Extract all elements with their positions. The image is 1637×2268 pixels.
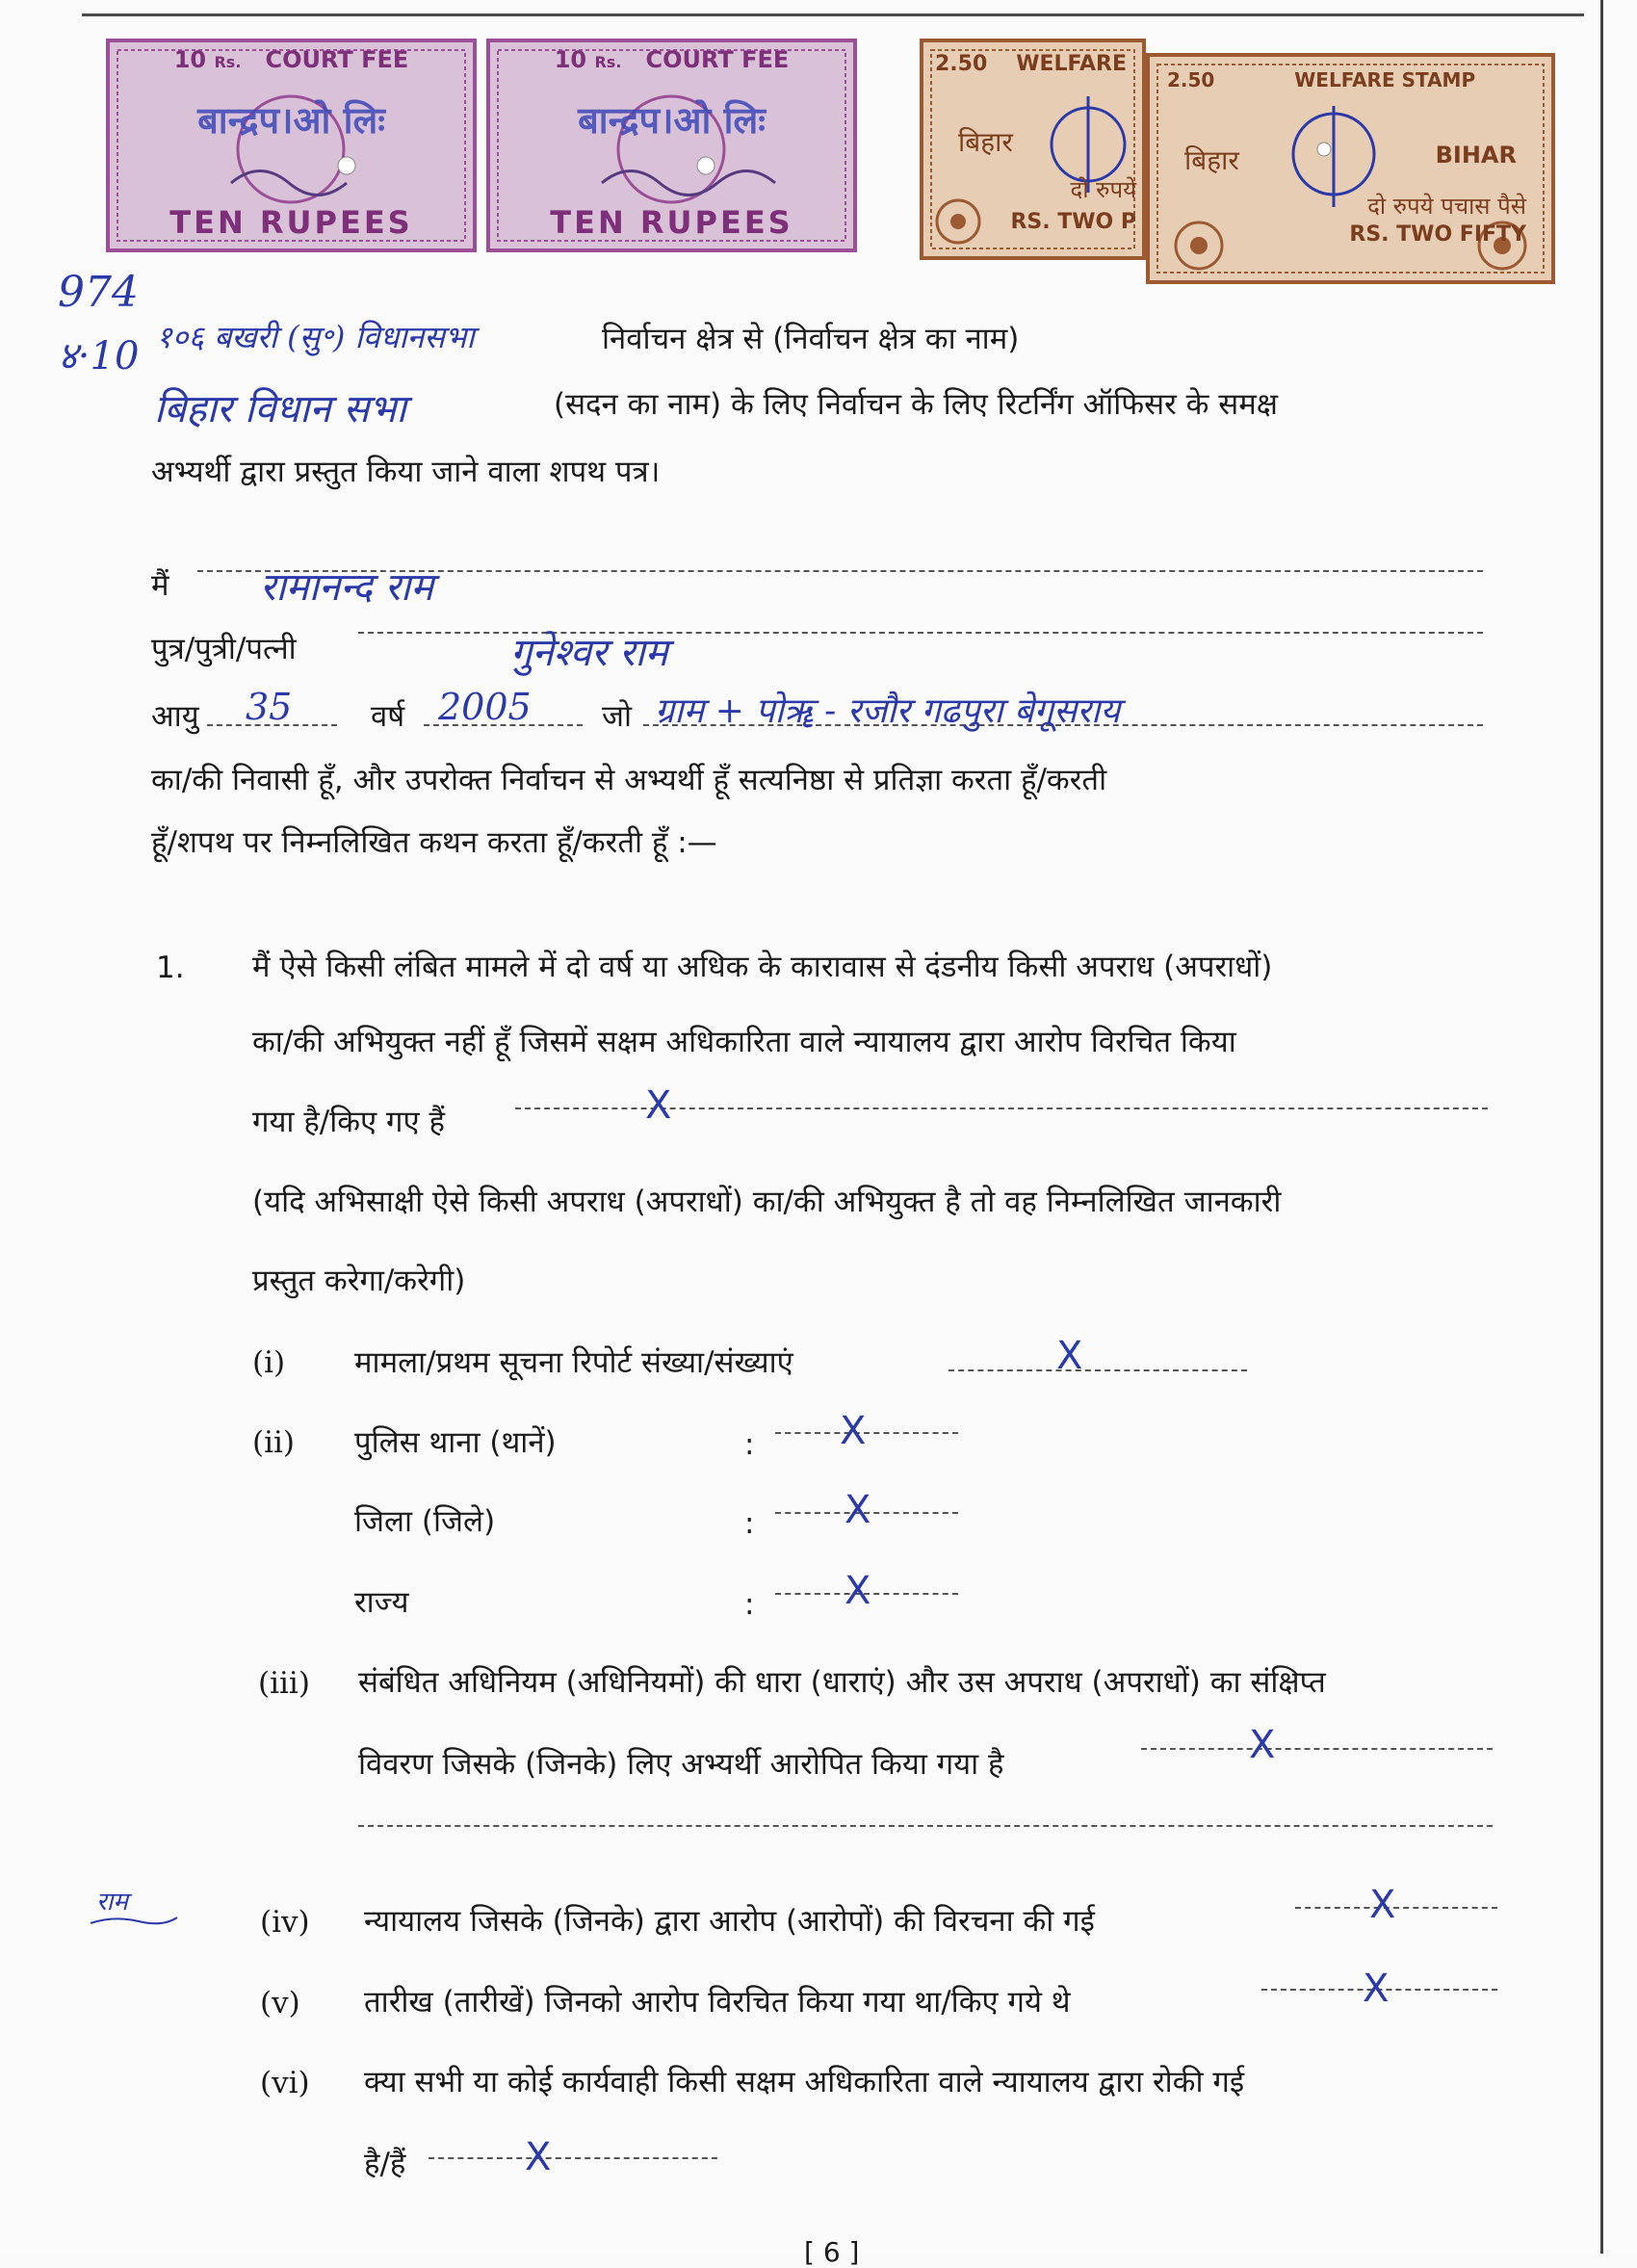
page-number: [ 6 ] (804, 2236, 860, 2268)
stamp-amount-hindi: दो रुपये पचास पैसे (1367, 193, 1526, 220)
cross-mark: X (840, 1409, 867, 1453)
initials-underline (89, 1912, 180, 1931)
stamp-currency: Rs. (594, 53, 622, 71)
cross-mark: X (1249, 1723, 1276, 1767)
jo-label: जो (602, 699, 633, 734)
item-i-answer-line (948, 1369, 1247, 1371)
cross-mark: X (844, 1488, 871, 1532)
item-iii-answer-line (1141, 1748, 1493, 1750)
item-iii-line-2: विवरण जिसके (जिनके) लिए अभ्यर्थी आरोपित किया गया है (358, 1747, 1004, 1782)
item-ii-district-label: जिला (जिले) (354, 1504, 496, 1539)
item-iv-label: न्यायालय जिसके (जिनके) द्वारा आरोप (आरोपों) की विरचना की गई (364, 1904, 1095, 1939)
age-handwritten: 35 (246, 686, 293, 728)
stamp-value: 10 (173, 46, 207, 73)
margin-note-number: 974 (58, 268, 139, 317)
stamp-state-en: BIHAR (1435, 142, 1517, 169)
declarant-label: मैं (151, 568, 169, 603)
clause-1-line-1: मैं ऐसे किसी लंबित मामले में दो वर्ष या अधिक के कारावास से दंडनीय किसी अपराध (अपराधों) (252, 950, 1273, 984)
welfare-stamp (920, 39, 1146, 260)
cross-mark: X (844, 1569, 871, 1613)
cross-mark: X (1056, 1334, 1083, 1378)
stamp-value: 10 (554, 46, 587, 73)
stamp-value: 2.50 (935, 52, 988, 76)
stamp-top-text: WELFARE STAMP (1294, 68, 1476, 91)
item-iii-number: (iii) (258, 1666, 310, 1701)
cross-mark: X (1369, 1883, 1396, 1927)
item-vi-answer-line (429, 2157, 717, 2159)
stamp-state: बिहार (958, 126, 1013, 158)
constituency-name-handwritten: १०६ बखरी (सु॰) विधानसभा (156, 319, 475, 355)
court-fee-stamp (106, 39, 477, 252)
paper-right-edge (1600, 0, 1603, 2254)
item-ii-state-label: राज्य (354, 1585, 409, 1620)
house-name-handwritten: बिहार विधान सभा (154, 387, 406, 431)
stamp-top-text: WELFARE (1016, 52, 1127, 76)
item-iv-answer-line (1295, 1907, 1497, 1909)
item-v-label: तारीख (तारीखें) जिनको आरोप विरचित किया गया था/किए गये थे (364, 1985, 1071, 2020)
item-vi-line-2: है/हैं (364, 2147, 406, 2181)
declarant-name-handwritten: रामानन्द राम (260, 565, 434, 610)
cross-mark: X (645, 1083, 672, 1128)
stamp-state: बिहार (1184, 144, 1239, 176)
item-vi-line-1: क्या सभी या कोई कार्यवाही किसी सक्षम अधिकारिता वाले न्यायालय द्वारा रोकी गई (364, 2065, 1245, 2099)
oath-line: हूँ/शपथ पर निम्नलिखित कथन करता हूँ/करती हूँ :— (151, 825, 717, 860)
item-iv-number: (iv) (260, 1905, 310, 1940)
stamp-currency: Rs. (214, 53, 242, 71)
intro-line-3: अभ्यर्थी द्वारा प्रस्तुत किया जाने वाला शपथ पत्र। (151, 455, 661, 489)
item-v-number: (v) (260, 1986, 300, 2020)
item-ii-police-label: पुलिस थाना (थानें) (354, 1425, 557, 1460)
stamp-overprint: बान्द्रप।ओ लिः (578, 99, 766, 142)
stamp-bottom-text: TEN RUPEES (169, 204, 413, 241)
paper-top-edge (82, 13, 1584, 16)
clause-1-line-4: (यदि अभिसाक्षी ऐसे किसी अपराध (अपराधों) का/की अभियुक्त है तो वह निम्नलिखित जानकारी (252, 1185, 1282, 1219)
item-iii-line-1: संबंधित अधिनियम (अधिनियमों) की धारा (धाराएं) और उस अपराध (अपराधों) का संक्षिप्त (358, 1665, 1326, 1700)
intro-line-1: निर्वाचन क्षेत्र से (निर्वाचन क्षेत्र का नाम) (602, 322, 1020, 356)
stamp-top-text: COURT FEE (265, 46, 409, 73)
margin-initials-handwritten: राम (96, 1888, 128, 1916)
stamp-overprint: बान्द्रप।ओ लिः (197, 99, 385, 142)
item-ii-state-colon: : (744, 1587, 755, 1622)
clause-1-line-5: प्रस्तुत करेगा/करेगी) (252, 1264, 466, 1298)
item-iii-answer-line-2 (358, 1825, 1493, 1827)
year-handwritten: 2005 (438, 686, 532, 728)
item-ii-number: (ii) (252, 1425, 296, 1460)
clause-1-line-2: का/की अभियुक्त नहीं हूँ जिसमें सक्षम अधिकारिता वाले न्यायालय द्वारा आरोप विरचित किया (252, 1025, 1236, 1059)
item-ii-district-colon: : (744, 1506, 755, 1541)
intro-line-2: (सदन का नाम) के लिए निर्वाचन के लिए रिटर्निंग ऑफिसर के समक्ष (554, 387, 1279, 422)
stamp-amount-hindi: दो रुपये (1070, 176, 1136, 203)
address-handwritten: ग्राम + पोॠ - रजौर गढपुरा बेगूसराय (655, 691, 1121, 731)
residence-line: का/की निवासी हूँ, और उपरोक्त निर्वाचन से अभ्यर्थी हूँ सत्यनिष्ठा से प्रतिज्ञा करता हूँ/करती (151, 763, 1107, 797)
age-label: आयु (151, 699, 199, 734)
stamp-bottom-text: TEN RUPEES (550, 204, 793, 241)
cross-mark: X (1363, 1967, 1390, 2011)
cross-mark: X (525, 2135, 552, 2179)
item-ii-police-line (775, 1432, 958, 1434)
stamp-top-text: COURT FEE (645, 46, 790, 73)
court-fee-stamp (486, 39, 857, 252)
item-ii-police-colon: : (744, 1427, 755, 1462)
stamp-value: 2.50 (1167, 68, 1215, 91)
item-i-number: (i) (252, 1345, 286, 1380)
clause-number: 1. (156, 951, 185, 985)
relation-label: पुत्र/पुत्री/पत्नी (151, 632, 297, 666)
year-label: वर्ष (371, 699, 405, 734)
item-vi-number: (vi) (260, 2066, 310, 2100)
clause-1-line-3: गया है/किए गए हैं (252, 1105, 445, 1139)
stamp-bottom-text: RS. TWO FIFTY (1349, 222, 1526, 247)
margin-note-date: ४·10 (58, 334, 140, 378)
welfare-stamp (1146, 53, 1555, 284)
relation-name-handwritten: गुनेश्वर राम (510, 631, 668, 675)
item-i-label: मामला/प्रथम सूचना रिपोर्ट संख्या/संख्याएं (354, 1345, 793, 1380)
stamp-bottom-text: RS. TWO P (1010, 210, 1136, 234)
